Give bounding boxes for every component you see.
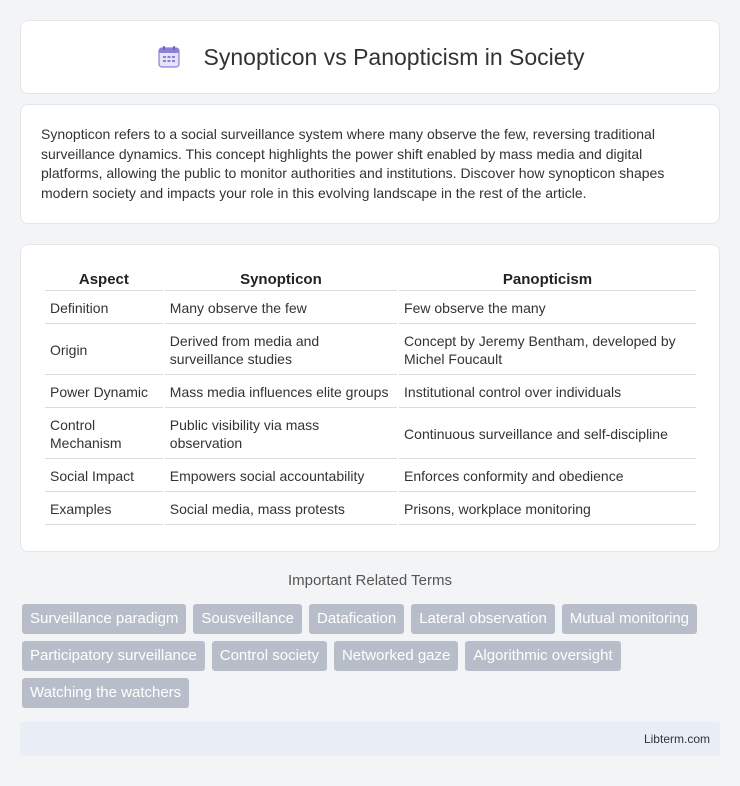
comparison-table-card [20,244,720,552]
table-cell: Concept by Jeremy Bentham, developed by Michel Foucault [399,326,696,375]
intro-text: Synopticon refers to a social surveillance system where many observe the few, reversing traditional surveillance dynamics. This concept highlights the power shift enabled by mass media and digital platforms, allowing the public to monitor authorities and institutions. Discover how synopticon shapes modern society and impacts your role in this evolving landscape in the rest of the article. [41,126,665,201]
tag-networked-gaze[interactable]: Networked gaze [334,641,458,671]
table-cell: Institutional control over individuals [399,377,696,408]
table-cell: Derived from media and surveillance studies [165,326,397,375]
table-cell: Continuous surveillance and self-discipline [399,410,696,459]
table-cell: Prisons, workplace monitoring [399,494,696,525]
table-cell: Social Impact [45,461,163,492]
tag-surveillance-paradigm[interactable]: Surveillance paradigm [22,604,186,634]
calendar-icon [156,44,182,70]
tag-datafication[interactable]: Datafication [309,604,404,634]
footer-site-link[interactable]: Libterm.com [643,732,710,746]
table-cell: Examples [45,494,163,525]
table-cell: Control Mechanism [45,410,163,459]
table-cell: Public visibility via mass observation [165,410,397,459]
table-cell: Many observe the few [165,293,397,324]
table-cell: Definition [45,293,163,324]
table-cell: Mass media influences elite groups [165,377,397,408]
table-header-aspect: Aspect [45,267,163,291]
header-card [20,20,720,94]
related-terms-tags [22,604,722,715]
tag-algorithmic-oversight[interactable]: Algorithmic oversight [465,641,620,671]
table-row [45,410,696,459]
footer [20,722,720,756]
tag-control-society[interactable]: Control society [212,641,327,671]
table-header-synopticon: Synopticon [165,267,397,291]
tag-sousveillance[interactable]: Sousveillance [193,604,302,634]
table-cell: Power Dynamic [45,377,163,408]
related-terms-title: Important Related Terms [288,572,452,589]
table-header-panopticism: Panopticism [399,267,696,291]
table-row [45,326,696,375]
table-cell: Enforces conformity and obedience [399,461,696,492]
table-cell: Few observe the many [399,293,696,324]
table-row [45,461,696,492]
comparison-table [43,265,698,527]
table-cell: Empowers social accountability [165,461,397,492]
tag-watching-the-watchers[interactable]: Watching the watchers [22,678,189,708]
tag-lateral-observation[interactable]: Lateral observation [411,604,555,634]
tag-mutual-monitoring[interactable]: Mutual monitoring [562,604,697,634]
table-row [45,377,696,408]
table-header-row [45,267,696,291]
intro-card [20,104,720,224]
tag-participatory-surveillance[interactable]: Participatory surveillance [22,641,205,671]
table-row [45,494,696,525]
page-title: Synopticon vs Panopticism in Society [203,43,585,70]
table-cell: Origin [45,326,163,375]
table-cell: Social media, mass protests [165,494,397,525]
table-row [45,293,696,324]
